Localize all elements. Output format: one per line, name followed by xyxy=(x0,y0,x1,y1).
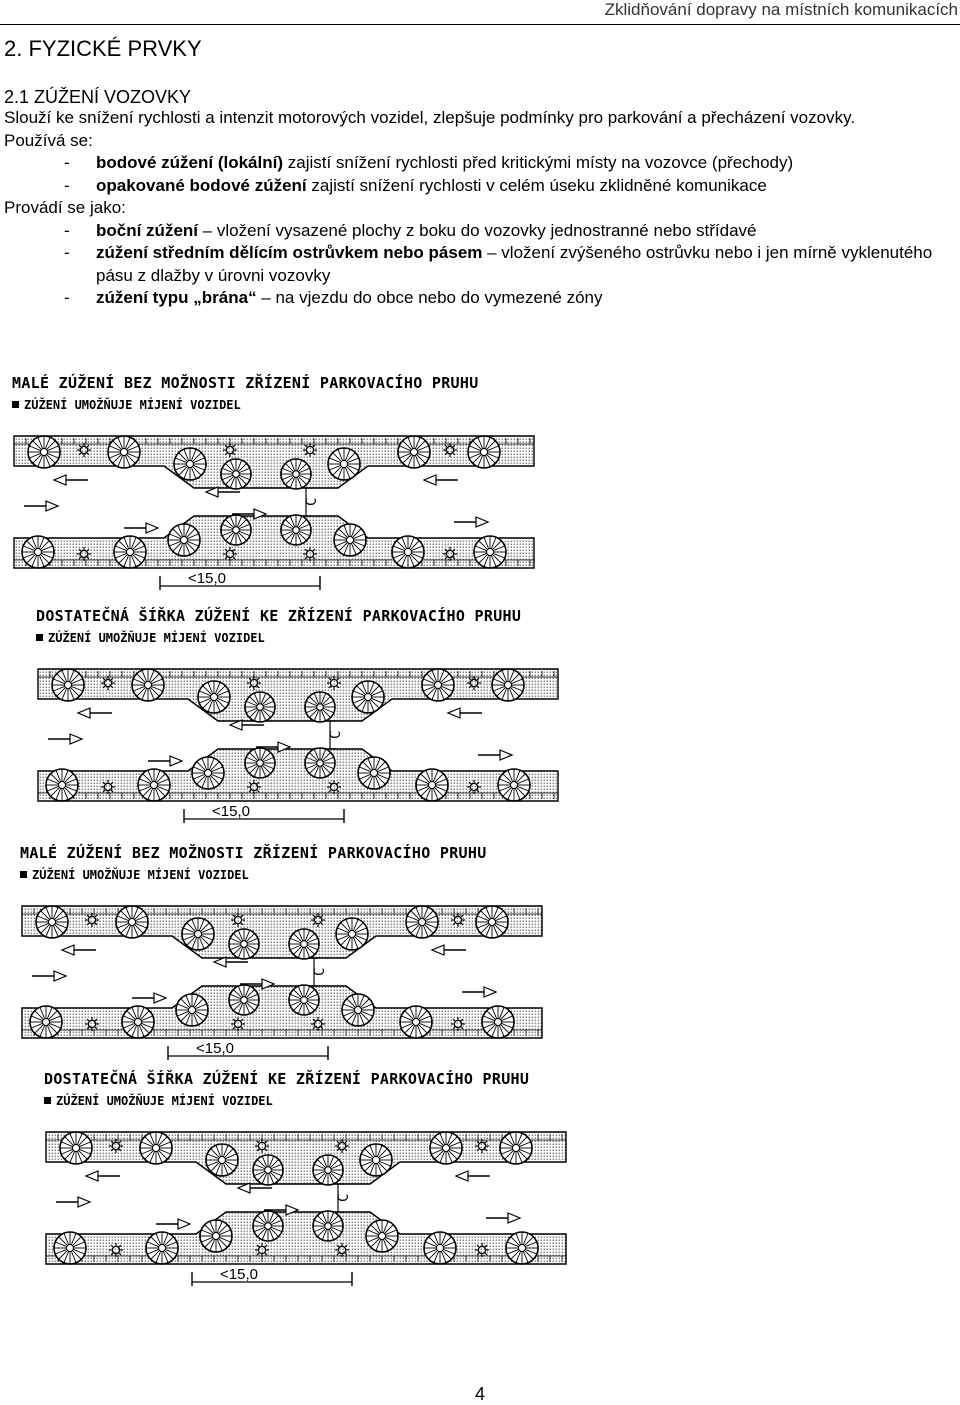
tree-icon xyxy=(313,1211,343,1241)
figure-subtitle: ZÚŽENÍ UMOŽŇUJE MÍJENÍ VOZIDEL xyxy=(48,631,265,645)
list-item-term: opakované bodové zúžení xyxy=(96,175,307,195)
tree-icon xyxy=(221,515,251,545)
list-item-text: – vložení vysazené plochy z boku do vozovky jednostranné nebo střídavé xyxy=(198,220,757,240)
tree-icon xyxy=(336,918,368,950)
figure-title: DOSTATEČNÁ ŠÍŘKA ZÚŽENÍ KE ZŘÍZENÍ PARKOVACÍHO PRUHU xyxy=(36,607,522,625)
section-title: 2. FYZICKÉ PRVKY xyxy=(4,36,202,61)
tree-icon xyxy=(422,669,454,701)
tree-icon xyxy=(206,1144,238,1176)
tree-icon xyxy=(468,436,500,468)
bullet-icon xyxy=(12,401,19,408)
arrow-left-icon xyxy=(86,1171,120,1181)
tree-icon xyxy=(358,757,390,789)
tree-icon xyxy=(22,536,54,568)
tree-icon xyxy=(36,906,68,938)
list-item-text: – vložení zvýšeného ostrůvku nebo i jen mírně vyklenutého pásu z dlažby v úrovni vozovky xyxy=(96,243,933,285)
bullet-icon xyxy=(36,634,43,641)
tree-icon xyxy=(474,536,506,568)
tree-icon xyxy=(146,1232,178,1264)
arrow-right-icon xyxy=(454,517,488,527)
tree-icon xyxy=(482,1006,514,1038)
tree-icon xyxy=(334,524,366,556)
figure-narrowing-1 xyxy=(0,372,580,604)
tree-icon xyxy=(138,769,170,801)
tree-icon xyxy=(140,1132,172,1164)
tree-icon xyxy=(506,1232,538,1264)
arrow-right-icon xyxy=(132,993,166,1003)
tree-icon xyxy=(281,515,311,545)
tree-icon xyxy=(229,985,259,1015)
running-header-title: Zklidňování dopravy na místních komunikacích xyxy=(604,0,958,19)
width-label: C xyxy=(304,497,320,506)
arrow-right-icon xyxy=(156,1219,190,1229)
tree-icon xyxy=(176,994,208,1026)
arrow-right-icon xyxy=(32,971,66,981)
length-label: <15,0 xyxy=(196,1040,234,1057)
arrow-left-icon xyxy=(78,708,112,718)
tree-icon xyxy=(342,994,374,1026)
list-item-term: zúžení typu „brána“ xyxy=(96,288,257,307)
list-item: - zúžení typu „brána“ – na vjezdu do obce nebo do vymezené zóny xyxy=(64,288,603,307)
tree-icon xyxy=(392,536,424,568)
arrow-right-icon xyxy=(56,1197,90,1207)
tree-icon xyxy=(500,1132,532,1164)
tree-icon xyxy=(305,692,335,722)
tree-icon xyxy=(108,436,140,468)
body-text xyxy=(4,107,954,310)
tree-icon xyxy=(498,769,530,801)
tree-icon xyxy=(430,1132,462,1164)
figure-narrowing-2 xyxy=(0,605,580,837)
tree-icon xyxy=(54,1232,86,1264)
width-label: C xyxy=(336,1193,352,1202)
figure-title: MALÉ ZÚŽENÍ BEZ MOŽNOSTI ZŘÍZENÍ PARKOVACÍHO PRUHU xyxy=(12,374,479,392)
tree-icon xyxy=(122,1006,154,1038)
tree-icon xyxy=(114,536,146,568)
arrow-left-icon xyxy=(62,945,96,955)
tree-icon xyxy=(182,918,214,950)
tree-icon xyxy=(313,1155,343,1185)
tree-icon xyxy=(253,1211,283,1241)
list-item-text: – na vjezdu do obce nebo do vymezené zóny xyxy=(256,288,603,307)
list-item: - boční zúžení – vložení vysazené plochy z boku do vozovky jednostranné nebo střídavé xyxy=(64,220,757,240)
arrow-left-icon xyxy=(54,475,88,485)
length-label: <15,0 xyxy=(220,1266,258,1283)
tree-icon xyxy=(198,681,230,713)
tree-icon xyxy=(398,436,430,468)
page-number: 4 xyxy=(474,1384,485,1404)
tree-icon xyxy=(360,1144,392,1176)
tree-icon xyxy=(28,436,60,468)
bullet-icon xyxy=(44,1097,51,1104)
list-item-text: zajistí snížení rychlosti v celém úseku zklidněné komunikace xyxy=(306,175,767,195)
intro-paragraph: Slouží ke snížení rychlosti a intenzit motorových vozidel, zlepšuje podmínky pro parkování a přecházení vozovky. xyxy=(4,108,856,127)
list-item-term: zúžení středním dělícím ostrůvkem nebo pásem xyxy=(96,243,483,262)
tree-icon xyxy=(352,681,384,713)
length-label: <15,0 xyxy=(188,570,226,587)
tree-icon xyxy=(289,985,319,1015)
arrow-left-icon xyxy=(424,475,458,485)
tree-icon xyxy=(132,669,164,701)
tree-icon xyxy=(328,448,360,480)
types-label: Provádí se jako: xyxy=(4,198,126,217)
arrow-left-icon xyxy=(456,1171,490,1181)
list-item: - opakované bodové zúžení zajistí snížení rychlosti v celém úseku zklidněné komunikace xyxy=(64,175,767,195)
tree-icon xyxy=(30,1006,62,1038)
tree-icon xyxy=(476,906,508,938)
list-item: - bodové zúžení (lokální) zajistí snížení rychlosti před kritickými místy na vozovce (přechody) xyxy=(64,153,794,172)
tree-icon xyxy=(424,1232,456,1264)
figure-subtitle: ZÚŽENÍ UMOŽŇUJE MÍJENÍ VOZIDEL xyxy=(24,398,241,412)
arrow-left-icon xyxy=(448,708,482,718)
tree-icon xyxy=(168,524,200,556)
width-label: C xyxy=(328,730,344,739)
figure-subtitle: ZÚŽENÍ UMOŽŇUJE MÍJENÍ VOZIDEL xyxy=(56,1094,273,1108)
tree-icon xyxy=(192,757,224,789)
running-header xyxy=(0,0,960,25)
list-item: - zúžení středním dělícím ostrůvkem nebo pásem – vložení zvýšeného ostrůvku nebo i jen mírně vyklenutého pásu z dlažby v úrovni vozovky xyxy=(64,243,933,285)
arrow-right-icon xyxy=(478,750,512,760)
tree-icon xyxy=(245,748,275,778)
tree-icon xyxy=(406,906,438,938)
uses-label: Používá se: xyxy=(4,130,93,150)
tree-icon xyxy=(221,459,251,489)
length-label: <15,0 xyxy=(212,803,250,820)
tree-icon xyxy=(245,692,275,722)
tree-icon xyxy=(289,929,319,959)
tree-icon xyxy=(305,748,335,778)
tree-icon xyxy=(174,448,206,480)
tree-icon xyxy=(492,669,524,701)
figure-subtitle: ZÚŽENÍ UMOŽŇUJE MÍJENÍ VOZIDEL xyxy=(32,868,249,882)
width-label: C xyxy=(312,967,328,976)
road-diagram xyxy=(0,372,580,604)
tree-icon xyxy=(200,1220,232,1252)
list-item-term: boční zúžení xyxy=(96,220,198,240)
tree-icon xyxy=(366,1220,398,1252)
arrow-left-icon xyxy=(432,945,466,955)
arrow-right-icon xyxy=(486,1213,520,1223)
list-item-text: zajistí snížení rychlosti před kritickými místy na vozovce (přechody) xyxy=(283,153,794,172)
road-diagram xyxy=(0,1068,580,1300)
figure-title: MALÉ ZÚŽENÍ BEZ MOŽNOSTI ZŘÍZENÍ PARKOVACÍHO PRUHU xyxy=(20,844,487,862)
arrow-right-icon xyxy=(462,987,496,997)
tree-icon xyxy=(416,769,448,801)
arrow-right-icon xyxy=(148,756,182,766)
list-item-term: bodové zúžení (lokální) xyxy=(96,153,284,172)
tree-icon xyxy=(60,1132,92,1164)
tree-icon xyxy=(229,929,259,959)
road-diagram xyxy=(0,605,580,837)
arrow-right-icon xyxy=(124,523,158,533)
figure-narrowing-3 xyxy=(0,842,580,1074)
figure-title: DOSTATEČNÁ ŠÍŘKA ZÚŽENÍ KE ZŘÍZENÍ PARKOVACÍHO PRUHU xyxy=(44,1070,530,1088)
tree-icon xyxy=(46,769,78,801)
tree-icon xyxy=(253,1155,283,1185)
road-diagram xyxy=(0,842,580,1074)
tree-icon xyxy=(400,1006,432,1038)
figure-narrowing-4 xyxy=(0,1068,580,1300)
arrow-right-icon xyxy=(48,734,82,744)
tree-icon xyxy=(116,906,148,938)
bullet-icon xyxy=(20,871,27,878)
arrow-right-icon xyxy=(24,501,58,511)
subsection-title: 2.1 ZÚŽENÍ VOZOVKY xyxy=(4,87,192,107)
tree-icon xyxy=(52,669,84,701)
tree-icon xyxy=(281,459,311,489)
